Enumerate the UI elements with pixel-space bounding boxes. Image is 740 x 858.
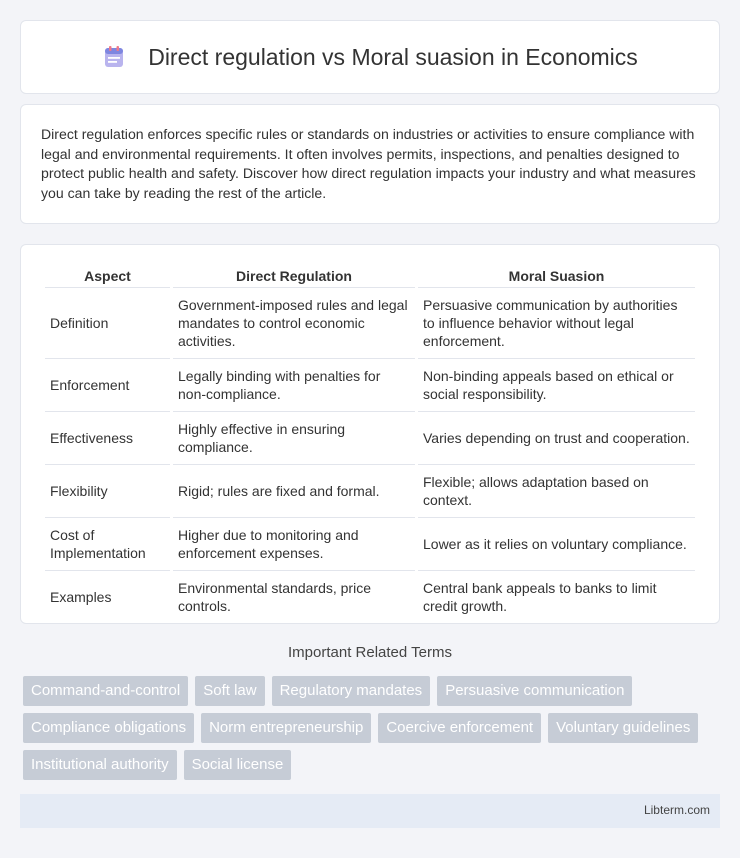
- table-row: [45, 288, 695, 359]
- row-moral: Central bank appeals to banks to limit credit growth.: [418, 571, 695, 624]
- tag-persuasive-communication[interactable]: Persuasive communication: [437, 676, 632, 706]
- table-header-row: [45, 267, 695, 288]
- table-row: [45, 412, 695, 465]
- tag-social-license[interactable]: Social license: [184, 750, 292, 780]
- table-row: [45, 359, 695, 412]
- comparison-table: [42, 267, 698, 624]
- document-calendar-icon: [102, 45, 126, 69]
- header-direct-regulation: Direct Regulation: [173, 267, 415, 288]
- row-aspect: Effectiveness: [45, 412, 170, 465]
- tag-soft-law[interactable]: Soft law: [195, 676, 264, 706]
- table-row: [45, 571, 695, 624]
- row-direct: Government-imposed rules and legal mandates to control economic activities.: [173, 288, 415, 359]
- row-moral: Non-binding appeals based on ethical or social responsibility.: [418, 359, 695, 412]
- table-row: [45, 465, 695, 518]
- row-aspect: Definition: [45, 288, 170, 359]
- tag-command-and-control[interactable]: Command-and-control: [23, 676, 188, 706]
- row-moral: Lower as it relies on voluntary compliance.: [418, 518, 695, 571]
- row-aspect: Examples: [45, 571, 170, 624]
- row-aspect: Flexibility: [45, 465, 170, 518]
- footer-brand-link[interactable]: Libterm.com: [643, 803, 710, 817]
- tag-voluntary-guidelines[interactable]: Voluntary guidelines: [548, 713, 698, 743]
- row-aspect: Enforcement: [45, 359, 170, 412]
- header-moral-suasion: Moral Suasion: [418, 267, 695, 288]
- title-card: [20, 20, 720, 94]
- tag-coercive-enforcement[interactable]: Coercive enforcement: [378, 713, 541, 743]
- footer: [20, 794, 720, 828]
- tag-norm-entrepreneurship[interactable]: Norm entrepreneurship: [201, 713, 371, 743]
- tag-compliance-obligations[interactable]: Compliance obligations: [23, 713, 194, 743]
- related-terms-heading: Important Related Terms: [288, 644, 452, 661]
- row-direct: Highly effective in ensuring compliance.: [173, 412, 415, 465]
- related-terms-list: [23, 676, 713, 780]
- intro-card: [20, 104, 720, 224]
- table-row: [45, 518, 695, 571]
- row-moral: Varies depending on trust and cooperation.: [418, 412, 695, 465]
- row-moral: Persuasive communication by authorities to influence behavior without legal enforcement.: [418, 288, 695, 359]
- header-aspect: Aspect: [45, 267, 170, 288]
- row-moral: Flexible; allows adaptation based on context.: [418, 465, 695, 518]
- tag-regulatory-mandates[interactable]: Regulatory mandates: [272, 676, 431, 706]
- row-direct: Environmental standards, price controls.: [173, 571, 415, 624]
- tag-institutional-authority[interactable]: Institutional authority: [23, 750, 177, 780]
- row-direct: Legally binding with penalties for non-compliance.: [173, 359, 415, 412]
- row-aspect: Cost of Implementation: [45, 518, 170, 571]
- row-direct: Higher due to monitoring and enforcement expenses.: [173, 518, 415, 571]
- row-direct: Rigid; rules are fixed and formal.: [173, 465, 415, 518]
- comparison-card: [20, 244, 720, 624]
- page-title: Direct regulation vs Moral suasion in Economics: [148, 43, 638, 70]
- intro-paragraph: Direct regulation enforces specific rules or standards on industries or activities to ensure compliance with legal and environmental requirements. It often involves permits, inspections, and penalties designed to protect public health and safety. Discover how direct regulation impacts your industry and what measures you can take by reading the rest of the article.: [41, 126, 696, 201]
